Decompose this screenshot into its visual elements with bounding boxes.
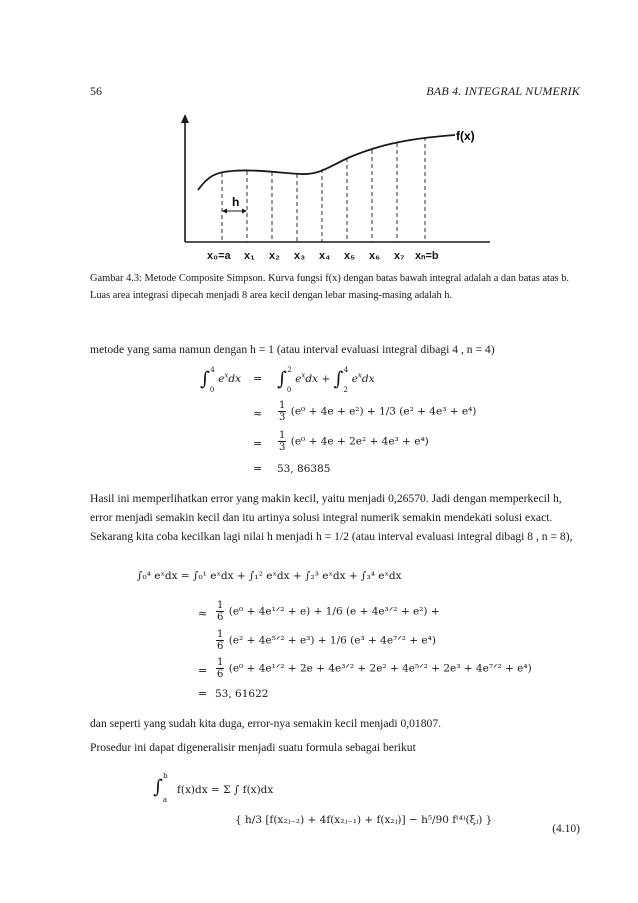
eq1-rel-2: ≈: [253, 407, 263, 420]
h-label: h: [232, 195, 240, 209]
function-curve: [198, 135, 455, 190]
figure-caption: Gambar 4.3: Metode Composite Simpson. Kurva fungsi f(x) dengan batas bawah integral adalah a dan batas atas b. Luas area integrasi dipecah menjadi 8 area kecil dengan lebar masing-masing adalah h.: [90, 273, 569, 301]
chapter-header: BAB 4. INTEGRAL NUMERIK: [426, 84, 580, 98]
x-label-4: x₄: [319, 250, 331, 262]
eq1-rel-4: =: [253, 462, 263, 475]
x-label-2: x₂: [269, 250, 281, 262]
x-label-6: x₆: [369, 250, 381, 262]
paragraph-2: Hasil ini memperlihatkan error yang makin kecil, yaitu menjadi 0,26570. Jadi dengan memperkecil h, error menjadi semakin kecil dan itu artinya solusi integral numerik semakin mendekati solusi exact. Sekarang kita coba kecilkan lagi nilai h menjadi h = 1/2 (atau interval evaluasi integral dibagi 8 , n = 8),: [90, 492, 573, 543]
x-label-7: x₇: [394, 250, 405, 262]
equation-number: (4.10): [552, 823, 580, 835]
paragraph-1: metode yang sama namun dengan h = 1 (atau interval evaluasi integral dibagi 4 , n = 4): [90, 343, 495, 356]
paragraph-3: dan seperti yang sudah kita duga, error-nya semakin kecil menjadi 0,01807.: [90, 717, 442, 730]
eq2-line-4-text: (e⁰ + 4e¹ᐟ² + 2e + 4e³ᐟ² + 2e² + 4e⁵ᐟ² + 2e³ + 4e⁷ᐟ² + e⁴): [228, 662, 532, 675]
eq2-line-1: ∫₀⁴ eˣdx = ∫₀¹ eˣdx + ∫₁² eˣdx + ∫₂³ eˣdx + ∫₃⁴ eˣdx: [137, 570, 402, 582]
eq3-integral-sign: $\int_a^b$: [153, 772, 168, 804]
eq1-line-2-text: (e⁰ + 4e + e²) + 1/3 (e² + 4e³ + e⁴): [290, 405, 477, 418]
eq1-line-3-text: (e⁰ + 4e + 2e² + 4e³ + e⁴): [290, 435, 429, 448]
ordinates: [222, 137, 425, 242]
eq1-rel-1: =: [253, 372, 263, 385]
eq2-rel-2: ≈: [198, 607, 208, 620]
eq2-rel-5: =: [198, 687, 208, 700]
x-label-n: xₙ=b: [415, 250, 439, 262]
eq3-line-2: { h/3 [f(x₂ⱼ₋₂) + 4f(x₂ⱼ₋₁) + f(x₂ⱼ)] − h⁵/90 f⁽⁴⁾(ξⱼ) }: [235, 814, 493, 826]
x-label-1: x₁: [244, 250, 255, 262]
eq1-line-4: 53, 86385: [277, 463, 331, 475]
x-label-3: x₃: [294, 250, 306, 262]
eq2-line-2-text: (e⁰ + 4e¹ᐟ² + e) + 1/6 (e + 4e³ᐟ² + e²) +: [228, 605, 440, 618]
h-arrow-right-icon: [242, 209, 247, 214]
eq1-lhs: $\int_0^4$ $e^xdx$: [200, 366, 242, 394]
eq1-rel-3: =: [253, 437, 263, 450]
eq2-line-3: $\frac{1}{6}$ (e² + 4e⁵ᐟ² + e³) + 1/6 (e³ + 4e⁷ᐟ² + e⁴): [217, 629, 436, 652]
eq2-line-5: 53, 61622: [215, 688, 269, 700]
composite-simpson-figure: [160, 110, 505, 268]
h-arrow-left-icon: [222, 209, 227, 214]
x-label-0: x₀=a: [207, 250, 231, 262]
eq1-line-3: $\frac{1}{3}$ (e⁰ + 4e + 2e² + 4e³ + e⁴): [279, 430, 429, 453]
y-axis-arrow-icon: [181, 114, 189, 123]
eq2-line-2: $\frac{1}{6}$ (e⁰ + 4e¹ᐟ² + e) + 1/6 (e + 4e³ᐟ² + e²) +: [217, 600, 440, 623]
eq2-line-3-text: (e² + 4e⁵ᐟ² + e³) + 1/6 (e³ + 4e⁷ᐟ² + e⁴): [228, 634, 436, 647]
eq2-rel-4: =: [198, 664, 208, 677]
eq1-line-2: $\frac{1}{3}$ (e⁰ + 4e + e²) + 1/3 (e² + 4e³ + e⁴): [279, 400, 477, 423]
x-tick-labels: [207, 250, 439, 262]
curve-label: f(x): [456, 129, 475, 143]
eq3-line-1: f(x)dx = Σ ∫ f(x)dx: [177, 784, 274, 796]
x-label-5: x₅: [344, 250, 356, 262]
page-number: 56: [90, 84, 102, 98]
eq2-line-4: $\frac{1}{6}$ (e⁰ + 4e¹ᐟ² + 2e + 4e³ᐟ² + 2e² + 4e⁵ᐟ² + 2e³ + 4e⁷ᐟ² + e⁴): [217, 657, 532, 680]
eq1-line-1: $\int_0^2$ $e^xdx + \int_2^4$ $e^xdx$: [277, 366, 375, 394]
paragraph-4: Prosedur ini dapat digeneralisir menjadi suatu formula sebagai berikut: [90, 741, 416, 754]
